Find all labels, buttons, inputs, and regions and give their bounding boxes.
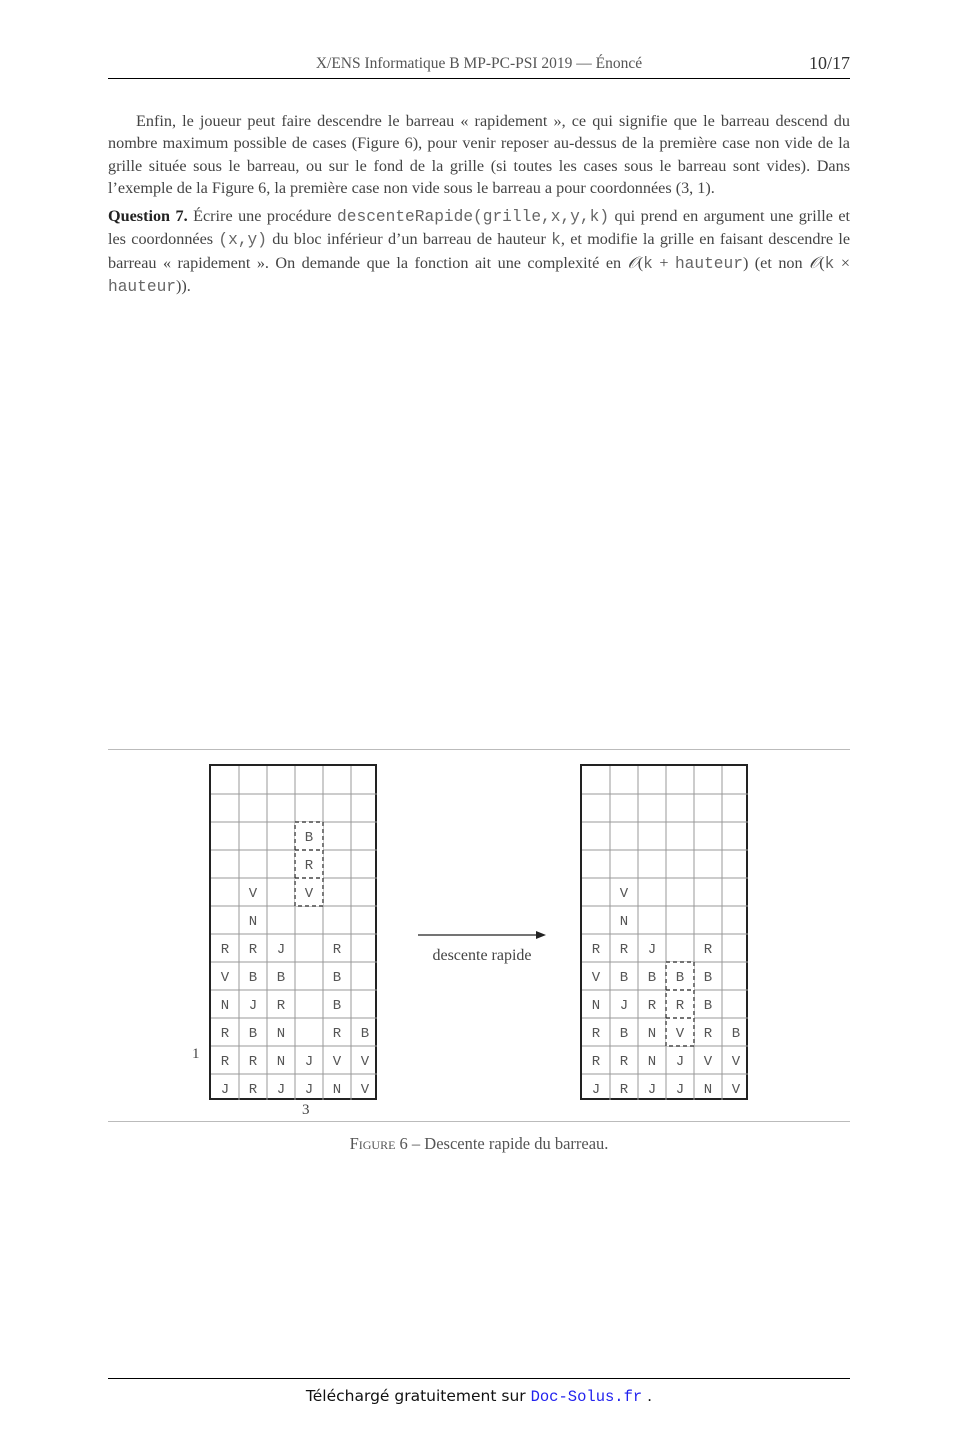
big-o-symbol: 𝒪	[627, 252, 638, 272]
grid-after-cell-letter: B	[647, 970, 657, 986]
grid-after-cell-letter: R	[591, 1026, 601, 1042]
grid-after-cell-letter: V	[591, 970, 601, 986]
code-inline: k	[824, 254, 835, 273]
question-text: (	[819, 253, 825, 272]
grid-before-cell-letter: R	[276, 998, 286, 1014]
question-text: Écrire une procédure	[187, 207, 338, 226]
grid-after-cell-letter: R	[703, 1026, 713, 1042]
code-inline: (x,y)	[218, 231, 267, 250]
grid-before-cell-letter: V	[332, 1054, 342, 1070]
grid-before-cell-letter: R	[248, 1082, 258, 1098]
paragraph: Enfin, le joueur peut faire descendre le barreau « rapidement », ce qui signifie que le barreau descend du nombre maximum possible de cases (Figure 6), pour venir reposer au-dessus de la première case non vide de la grille située sous le barreau, ou sur le fond de la grille (si toutes les cases sous le barreau sont vides). Dans l’exemple de la Figure 6, la première case non vide sous le barreau a pour coordonnées (3, 1).	[108, 112, 850, 197]
footer-link[interactable]: Doc-Solus.fr	[530, 1388, 643, 1406]
grid-after-svg	[580, 764, 748, 1100]
grid-before-cell-letter: B	[360, 1026, 370, 1042]
grid-after-cell-letter: R	[675, 998, 685, 1014]
grid-before-cell-letter: J	[276, 1082, 286, 1098]
caption-text: – Descente rapide du barreau.	[407, 1134, 609, 1153]
grid-after-cell-letter: R	[591, 1054, 601, 1070]
page-header	[108, 53, 850, 79]
grid-after-cell-letter: J	[591, 1082, 601, 1098]
question-text: ×	[834, 253, 850, 272]
grid-before-cell-letter: B	[332, 998, 342, 1014]
code-inline: k	[551, 231, 561, 250]
grid-before-cell-letter: B	[276, 970, 286, 986]
grid-before-cell-letter: V	[360, 1082, 370, 1098]
grid-after-cell-letter: R	[591, 942, 601, 958]
grid-before-cell-letter: B	[248, 970, 258, 986]
question-text: +	[652, 253, 675, 272]
grid-after-cell-letter: R	[647, 998, 657, 1014]
grid-before-svg	[209, 764, 377, 1100]
question-label: Question 7.	[108, 207, 188, 226]
grid-before-cell-letter: V	[220, 970, 230, 986]
grid-after-cell-letter: J	[675, 1082, 685, 1098]
question-text: )).	[176, 277, 191, 296]
grid-before-cell-letter: V	[304, 886, 314, 902]
header-title: X/ENS Informatique B MP-PC-PSI 2019 — Énoncé	[315, 55, 643, 72]
grid-after-cell-letter: J	[619, 998, 629, 1014]
arrow-icon	[418, 928, 548, 942]
footer-end: .	[642, 1387, 653, 1405]
row-annotation: 1	[192, 1046, 200, 1062]
grid-before-cell-letter: R	[220, 1026, 230, 1042]
figure-rule-bottom	[108, 1121, 850, 1122]
body-text	[108, 110, 850, 304]
grid-before-cell-letter: J	[304, 1054, 314, 1070]
grid-before-cell-letter: J	[248, 998, 258, 1014]
grid-before-cell-letter: R	[248, 942, 258, 958]
grid-after-cell-letter: J	[647, 942, 657, 958]
grid-after-cell-letter: R	[703, 942, 713, 958]
grid-before-cell-letter: N	[332, 1082, 342, 1098]
grid-after-cell-letter: V	[703, 1054, 713, 1070]
grid-before-cell-letter: B	[304, 830, 314, 846]
grid-after-cell-letter: B	[619, 1026, 629, 1042]
footer	[108, 1387, 850, 1406]
grid-before-cell-letter: B	[248, 1026, 258, 1042]
figure-caption	[108, 1134, 850, 1154]
arrow-label: descente rapide	[432, 947, 532, 964]
code-inline: descenteRapide(grille,x,y,k)	[337, 208, 610, 227]
grid-after-cell-letter: R	[619, 1054, 629, 1070]
grid-after-cell-letter: V	[731, 1054, 741, 1070]
grid-before-cell-letter: N	[276, 1054, 286, 1070]
grid-after-cell-letter: V	[731, 1082, 741, 1098]
grid-before-cell-letter: R	[248, 1054, 258, 1070]
question-text: qui prend en argument une grille et les coordonnées	[108, 207, 851, 249]
footer-text: Téléchargé gratuitement sur	[305, 1387, 531, 1405]
grid-before-cell-letter: R	[332, 942, 342, 958]
big-o-symbol: 𝒪	[809, 252, 820, 272]
grid-before-cell-letter: N	[276, 1026, 286, 1042]
grid-after-cell-letter: B	[703, 970, 713, 986]
question-text: ) (et non	[742, 253, 810, 272]
grid-after-cell-letter: V	[619, 886, 629, 902]
question-text: (	[637, 253, 644, 272]
grid-before	[209, 764, 377, 1100]
footer-rule	[108, 1378, 850, 1379]
grid-after-cell-letter: V	[675, 1026, 685, 1042]
grid-before-cell-letter: N	[248, 914, 258, 930]
grid-after-cell-letter: N	[591, 998, 601, 1014]
grid-after-cell-letter: N	[647, 1054, 657, 1070]
grid-after-cell-letter: N	[703, 1082, 713, 1098]
grid-after-cell-letter: B	[619, 970, 629, 986]
grid-after-cell-letter: B	[675, 970, 685, 986]
question-text: du bloc inférieur d’un barreau de hauteur	[266, 230, 552, 249]
grid-after-cell-letter: J	[647, 1082, 657, 1098]
grid-after-cell-letter: R	[619, 1082, 629, 1098]
grid-before-cell-letter: R	[220, 1054, 230, 1070]
grid-after-cell-letter: R	[619, 942, 629, 958]
code-inline: hauteur	[674, 254, 743, 273]
grid-before-cell-letter: R	[332, 1026, 342, 1042]
question-7	[108, 205, 850, 298]
page-number: 10/17	[808, 53, 850, 73]
grid-before-cell-letter: R	[304, 858, 314, 874]
question-text: , et modifie la grille en faisant descendre le barreau « rapidement ». On demande que la fonction ait une complexité en	[108, 230, 850, 272]
caption-label: Figure 6	[349, 1134, 408, 1153]
column-annotation: 3	[302, 1102, 310, 1118]
grid-after-cell-letter: B	[731, 1026, 741, 1042]
grid-before-cell-letter: B	[332, 970, 342, 986]
grid-before-cell-letter: J	[304, 1082, 314, 1098]
grid-after-cell-letter: N	[619, 914, 629, 930]
grid-after-cell-letter: N	[647, 1026, 657, 1042]
grid-before-cell-letter: V	[248, 886, 258, 902]
grid-before-cell-letter: R	[220, 942, 230, 958]
grid-before-cell-letter: J	[276, 942, 286, 958]
grid-after-cell-letter: B	[703, 998, 713, 1014]
code-inline: hauteur	[108, 278, 176, 297]
grid-before-cell-letter: V	[360, 1054, 370, 1070]
grid-after-cell-letter: J	[675, 1054, 685, 1070]
grid-before-cell-letter: N	[220, 998, 230, 1014]
figure-rule-top	[108, 749, 850, 750]
grid-after	[580, 764, 748, 1100]
code-inline: k	[643, 254, 653, 273]
grid-before-cell-letter: J	[220, 1082, 230, 1098]
